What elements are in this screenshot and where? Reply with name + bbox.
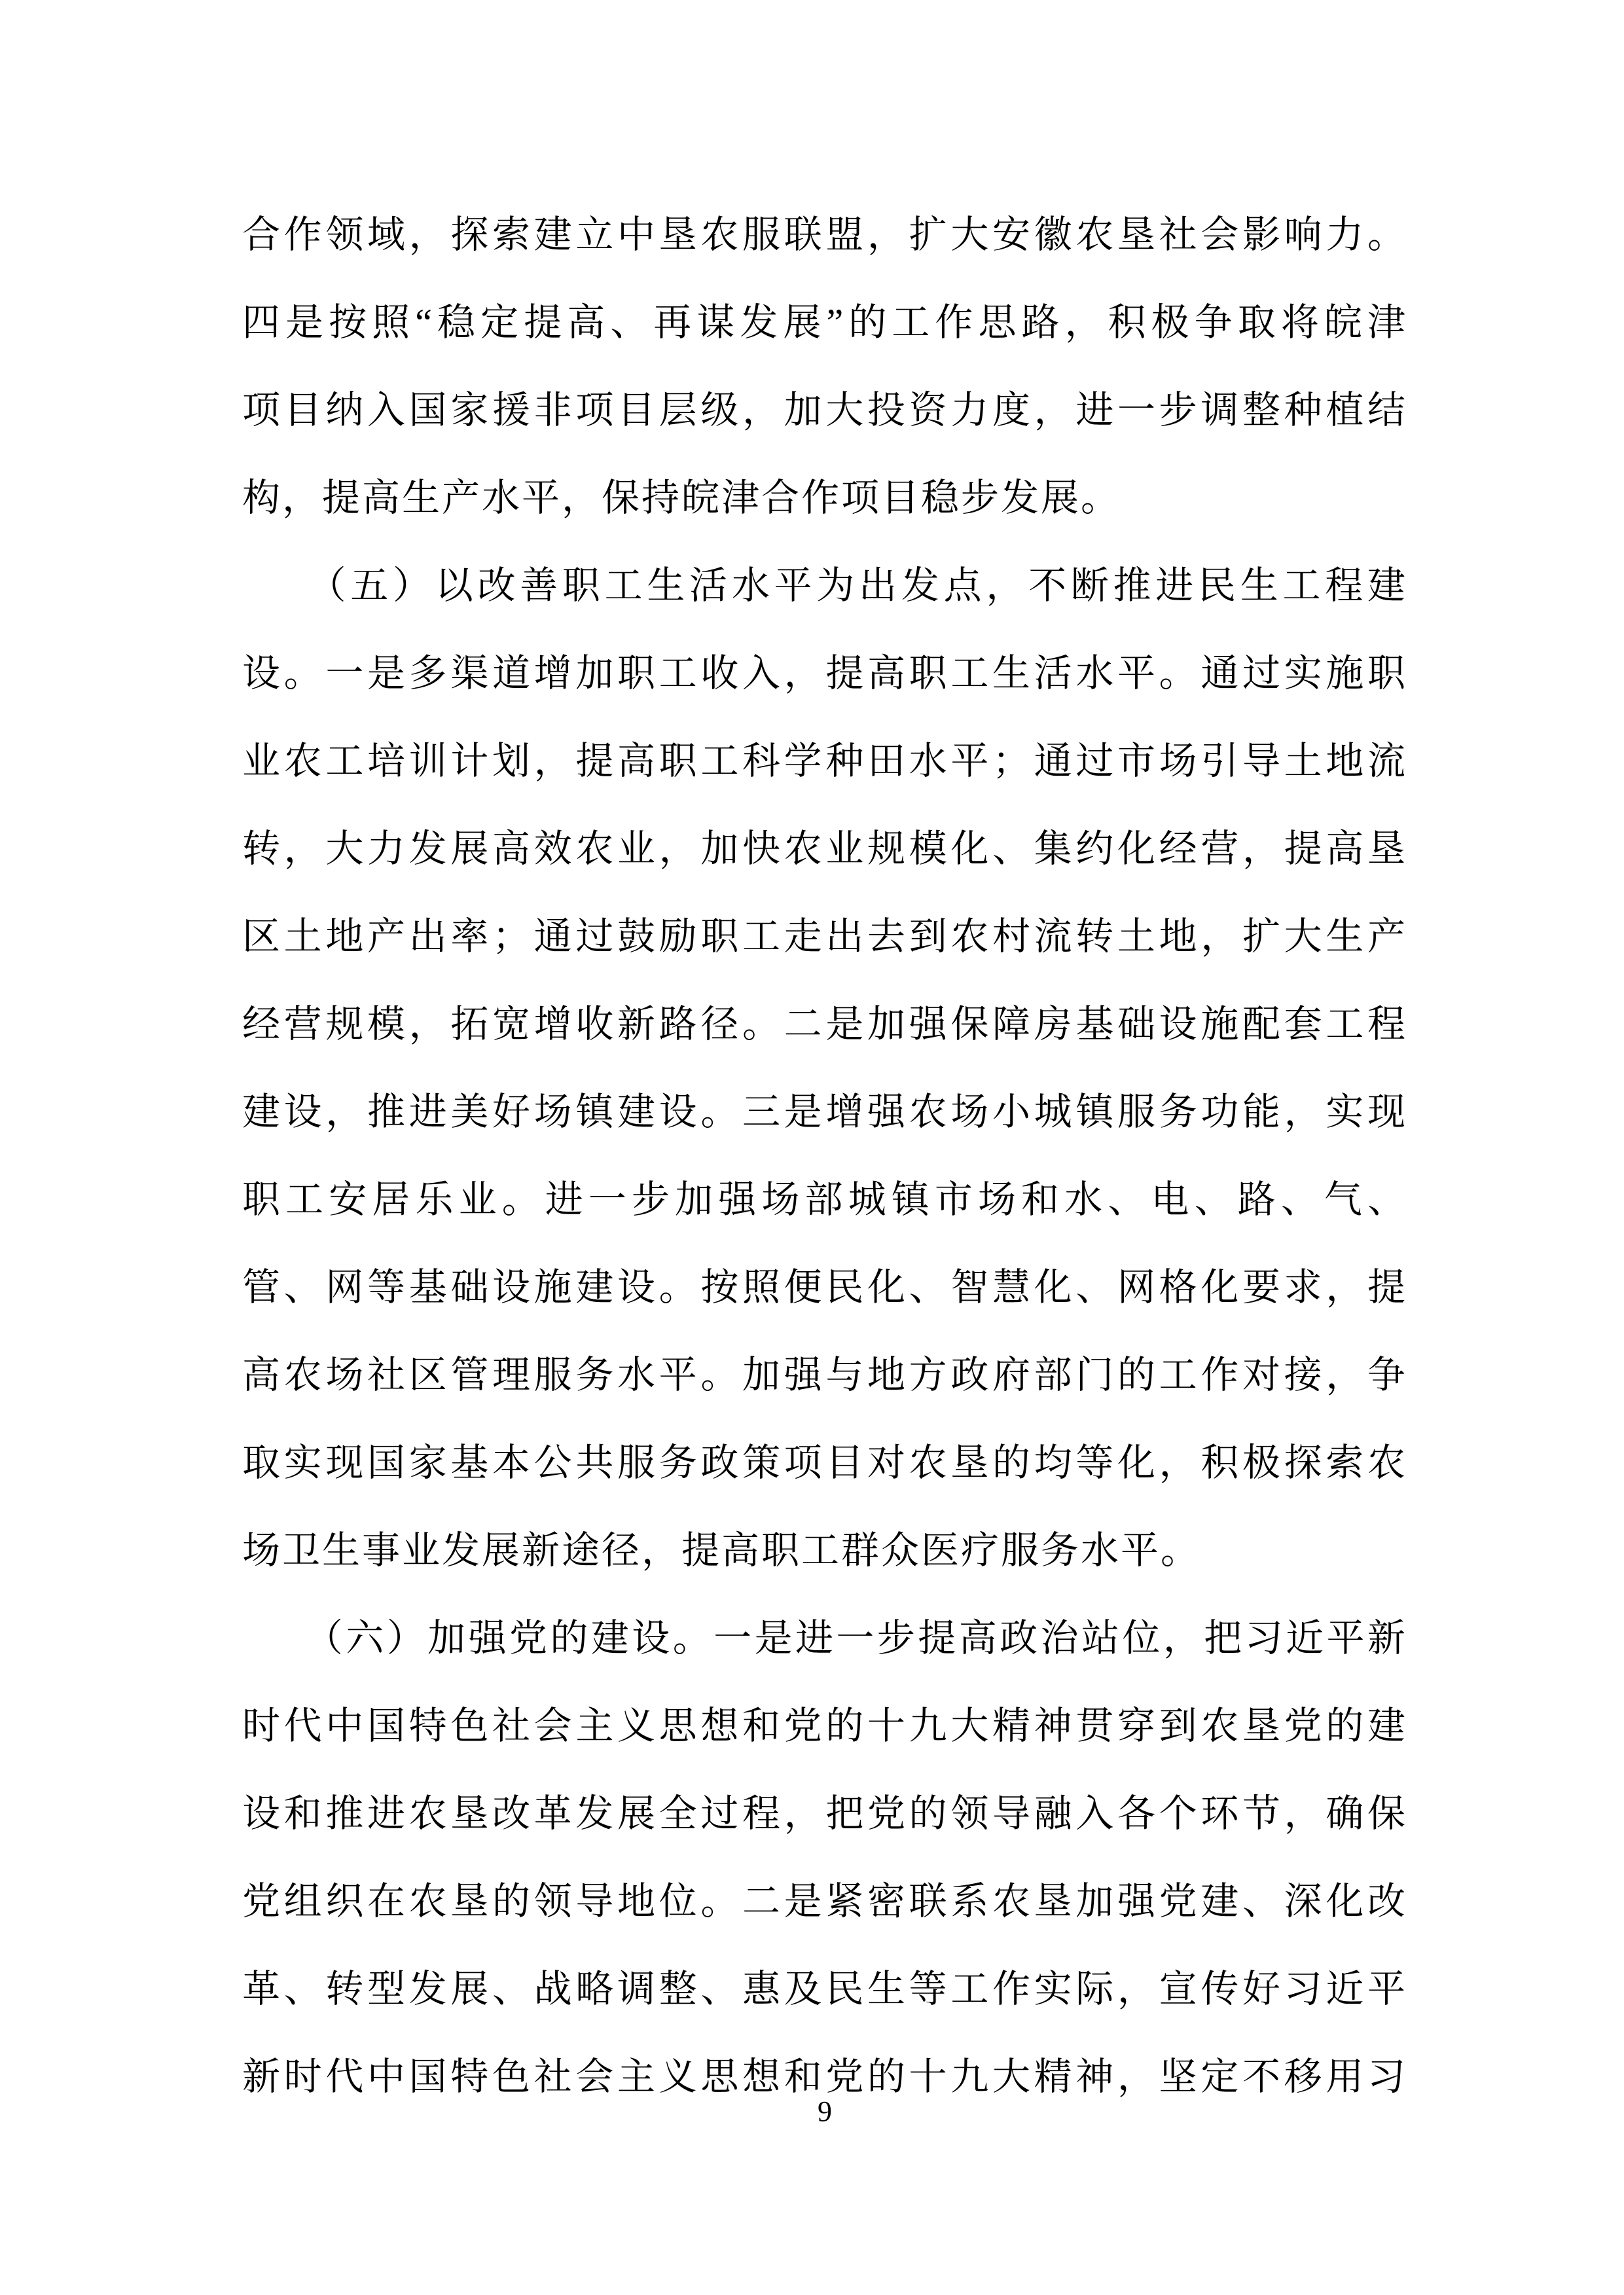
body-line: 职工安居乐业。进一步加强场部城镇市场和水、电、路、气、 [242, 1178, 1407, 1221]
body-line: 设。一是多渠道增加职工收入，提高职工生活水平。通过实施职 [242, 652, 1407, 695]
body-line: 时代中国特色社会主义思想和党的十九大精神贯穿到农垦党的建 [242, 1705, 1407, 1747]
body-line: （五）以改善职工生活水平为出发点，不断推进民生工程建 [242, 564, 1407, 607]
body-line: 取实现国家基本公共服务政策项目对农垦的均等化，积极探索农 [242, 1441, 1407, 1484]
body-line: 管、网等基础设施建设。按照便民化、智慧化、网格化要求，提 [242, 1266, 1407, 1309]
page-number: 9 [818, 2095, 832, 2127]
body-line: 区土地产出率；通过鼓励职工走出去到农村流转土地，扩大生产 [242, 915, 1407, 958]
body-line: 经营规模，拓宽增收新路径。二是加强保障房基础设施配套工程 [242, 1003, 1407, 1045]
page-footer [242, 2092, 1407, 2131]
body-line: 建设，推进美好场镇建设。三是增强农场小城镇服务功能，实现 [242, 1091, 1407, 1133]
body-line: 新时代中国特色社会主义思想和党的十九大精神，坚定不移用习 [242, 2055, 1407, 2098]
body-text [242, 191, 1407, 2121]
body-line: 项目纳入国家援非项目层级，加大投资力度，进一步调整种植结 [242, 389, 1407, 431]
body-line: 设和推进农垦改革发展全过程，把党的领导融入各个环节，确保 [242, 1792, 1407, 1835]
body-line: 场卫生事业发展新途径，提高职工群众医疗服务水平。 [242, 1529, 1201, 1572]
body-line: 党组织在农垦的领导地位。二是紧密联系农垦加强党建、深化改 [242, 1880, 1407, 1923]
body-line: 合作领域，探索建立中垦农服联盟，扩大安徽农垦社会影响力。 [242, 213, 1407, 256]
body-line: 业农工培训计划，提高职工科学种田水平；通过市场引导土地流 [242, 740, 1407, 782]
body-line: 转，大力发展高效农业，加快农业规模化、集约化经营，提高垦 [242, 827, 1407, 870]
body-line: （六）加强党的建设。一是进一步提高政治站位，把习近平新 [242, 1617, 1407, 1659]
body-line: 四是按照“稳定提高、再谋发展”的工作思路，积极争取将皖津 [242, 301, 1407, 344]
body-line: 构，提高生产水平，保持皖津合作项目稳步发展。 [242, 477, 1121, 519]
body-line: 革、转型发展、战略调整、惠及民生等工作实际，宣传好习近平 [242, 1968, 1407, 2010]
body-line: 高农场社区管理服务水平。加强与地方政府部门的工作对接，争 [242, 1354, 1407, 1396]
